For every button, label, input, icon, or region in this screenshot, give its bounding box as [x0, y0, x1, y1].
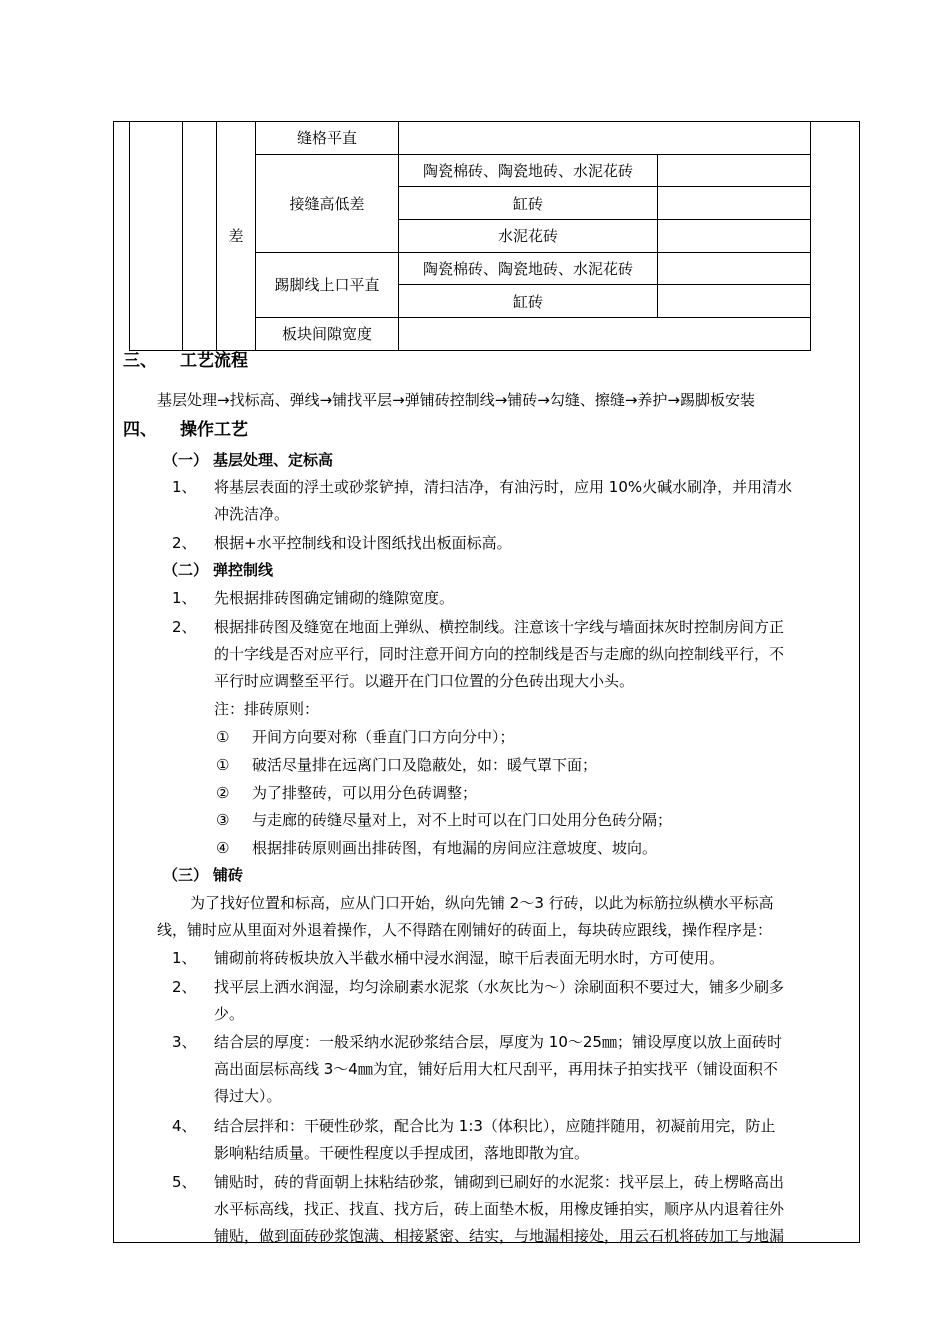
list-item-text: 结合层拌和：干硬性砂浆，配合比为 1:3（体积比），应随拌随用，初凝前用完，防止: [214, 1117, 776, 1135]
list-item-text: 影响粘结质量。干硬性程度以手捏成团，落地即散为宜。: [214, 1144, 590, 1162]
sub1-num: （一）: [163, 451, 209, 469]
list-item-num: 1、: [172, 589, 197, 607]
principle-marker: ④: [216, 839, 230, 857]
section4-title: 操作工艺: [180, 420, 248, 440]
sub3-title: 铺砖: [213, 866, 244, 884]
list-item-text: 铺贴时，砖的背面朝上抹粘结砂浆，铺砌到已刷好的水泥浆：找平层上，砖上楞略高出: [214, 1173, 785, 1191]
tolerance-table: [129, 121, 811, 351]
table-cell-vat: 缸砖: [399, 187, 658, 220]
list-item-num: 2、: [172, 978, 197, 996]
principle-text: 与走廊的砖缝尽量对上，对不上时可以在门口处用分色砖分隔；: [252, 811, 673, 829]
principle-marker: ②: [216, 784, 230, 802]
list-item-text: 的十字线是否对应平行，同时注意开间方向的控制线是否与走廊的纵向控制线平行，不: [214, 645, 785, 663]
list-item-text: 平行时应调整至平行。以避开在门口位置的分色砖出现大小头。: [214, 672, 635, 690]
list-item-text: 先根据排砖图确定铺砌的缝隙宽度。: [214, 589, 455, 607]
list-item-text: 少。: [214, 1005, 245, 1023]
table-value-cell: [399, 318, 811, 351]
list-item-num: 1、: [172, 949, 197, 967]
list-item-text: 铺贴，做到面砖砂浆饱满、相接紧密、结实，与地漏相接处，用云石机将砖加工与地漏: [214, 1227, 785, 1245]
table-value-cell: [658, 285, 811, 318]
table-col-empty: [130, 122, 183, 351]
table-cell-gap: 板块间隙宽度: [256, 318, 399, 351]
process-flow: 基层处理→找标高、弹线→铺找平层→弹铺砖控制线→铺砖→勾缝、擦缝→养护→踢脚板安装: [157, 391, 755, 409]
sub2-title: 弹控制线: [213, 561, 274, 579]
sub2-num: （二）: [163, 561, 209, 579]
section4-num: 四、: [123, 420, 157, 440]
table-cell-joint: 接缝高低差: [256, 154, 399, 252]
list-item-num: 5、: [172, 1173, 197, 1191]
list-item-text: 得过大）。: [214, 1087, 282, 1105]
list-item-text: 根据+水平控制线和设计图纸找出板面标高。: [214, 534, 512, 552]
principle-marker: ③: [216, 811, 230, 829]
principle-text: 为了排整砖，可以用分色砖调整；: [252, 784, 478, 802]
list-item-num: 3、: [172, 1033, 197, 1051]
table-cell-ceramic2: 陶瓷棉砖、陶瓷地砖、水泥花砖: [399, 252, 658, 285]
table-value-cell: [658, 187, 811, 220]
table-cell-skirting: 踢脚线上口平直: [256, 252, 399, 317]
list-item-text: 找平层上洒水润湿，均匀涂刷素水泥浆（水灰比为～）涂刷面积不要过大，铺多少刷多: [214, 978, 785, 996]
table-col-empty: [183, 122, 217, 351]
list-item-num: 2、: [172, 534, 197, 552]
list-item-text: 根据排砖图及缝宽在地面上弹纵、横控制线。注意该十字线与墙面抹灰时控制房间方正: [214, 618, 785, 636]
principle-text: 根据排砖原则画出排砖图，有地漏的房间应注意坡度、坡向。: [252, 839, 658, 857]
principle-text: 破活尽量排在远离门口及隐蔽处，如：暖气罩下面；: [252, 756, 598, 774]
table-value-cell: [658, 252, 811, 285]
table-cell-diff: 差: [217, 122, 256, 351]
table-value-cell: [658, 220, 811, 253]
list-item-text: 铺砌前将砖板块放入半截水桶中浸水润湿，晾干后表面无明水时，方可使用。: [214, 949, 725, 967]
list-item-num: 4、: [172, 1117, 197, 1135]
note-label: 注：排砖原则：: [214, 700, 320, 718]
list-item-text: 水平标高线，找正、找直、找方后，砖上面垫木板，用橡皮锤拍实，顺序从内退着往外: [214, 1200, 785, 1218]
table-cell-cement: 水泥花砖: [399, 220, 658, 253]
sub3-num: （三）: [163, 866, 209, 884]
list-item-text: 结合层的厚度：一般采纳水泥砂浆结合层，厚度为 10～25㎜；铺设厚度以放上面砖时: [214, 1033, 782, 1051]
table-cell-vat2: 缸砖: [399, 285, 658, 318]
section3-num: 三、: [123, 351, 157, 371]
list-item-text: 冲洗洁净。: [214, 505, 290, 523]
list-item-text: 将基层表面的浮土或砂浆铲掉，清扫洁净，有油污时，应用 10%火碱水刷净，并用清水: [214, 478, 793, 496]
principle-marker: ①: [216, 756, 230, 774]
principle-text: 开间方向要对称（垂直门口方向分中）；: [252, 728, 515, 746]
principle-marker: ①: [216, 728, 230, 746]
paragraph-line: 为了找好位置和标高，应从门口开始，纵向先铺 2～3 行砖，以此为标筋拉纵横水平标高: [190, 894, 774, 912]
section3-title: 工艺流程: [180, 351, 248, 371]
list-item-num: 2、: [172, 618, 197, 636]
table-value-cell: [399, 122, 811, 155]
list-item-text: 高出面层标高线 3～4㎜为宜，铺好后用大杠尺刮平，再用抹子拍实找平（铺设面积不: [214, 1060, 778, 1078]
list-item-num: 1、: [172, 478, 197, 496]
table-cell-seam: 缝格平直: [256, 122, 399, 155]
sub1-title: 基层处理、定标高: [213, 451, 334, 469]
paragraph-line: 线，铺时应从里面对外退着操作，人不得踏在刚铺好的砖面上，每块砖应跟线，操作程序是：: [157, 921, 773, 939]
table-value-cell: [658, 154, 811, 187]
table-cell-ceramic: 陶瓷棉砖、陶瓷地砖、水泥花砖: [399, 154, 658, 187]
